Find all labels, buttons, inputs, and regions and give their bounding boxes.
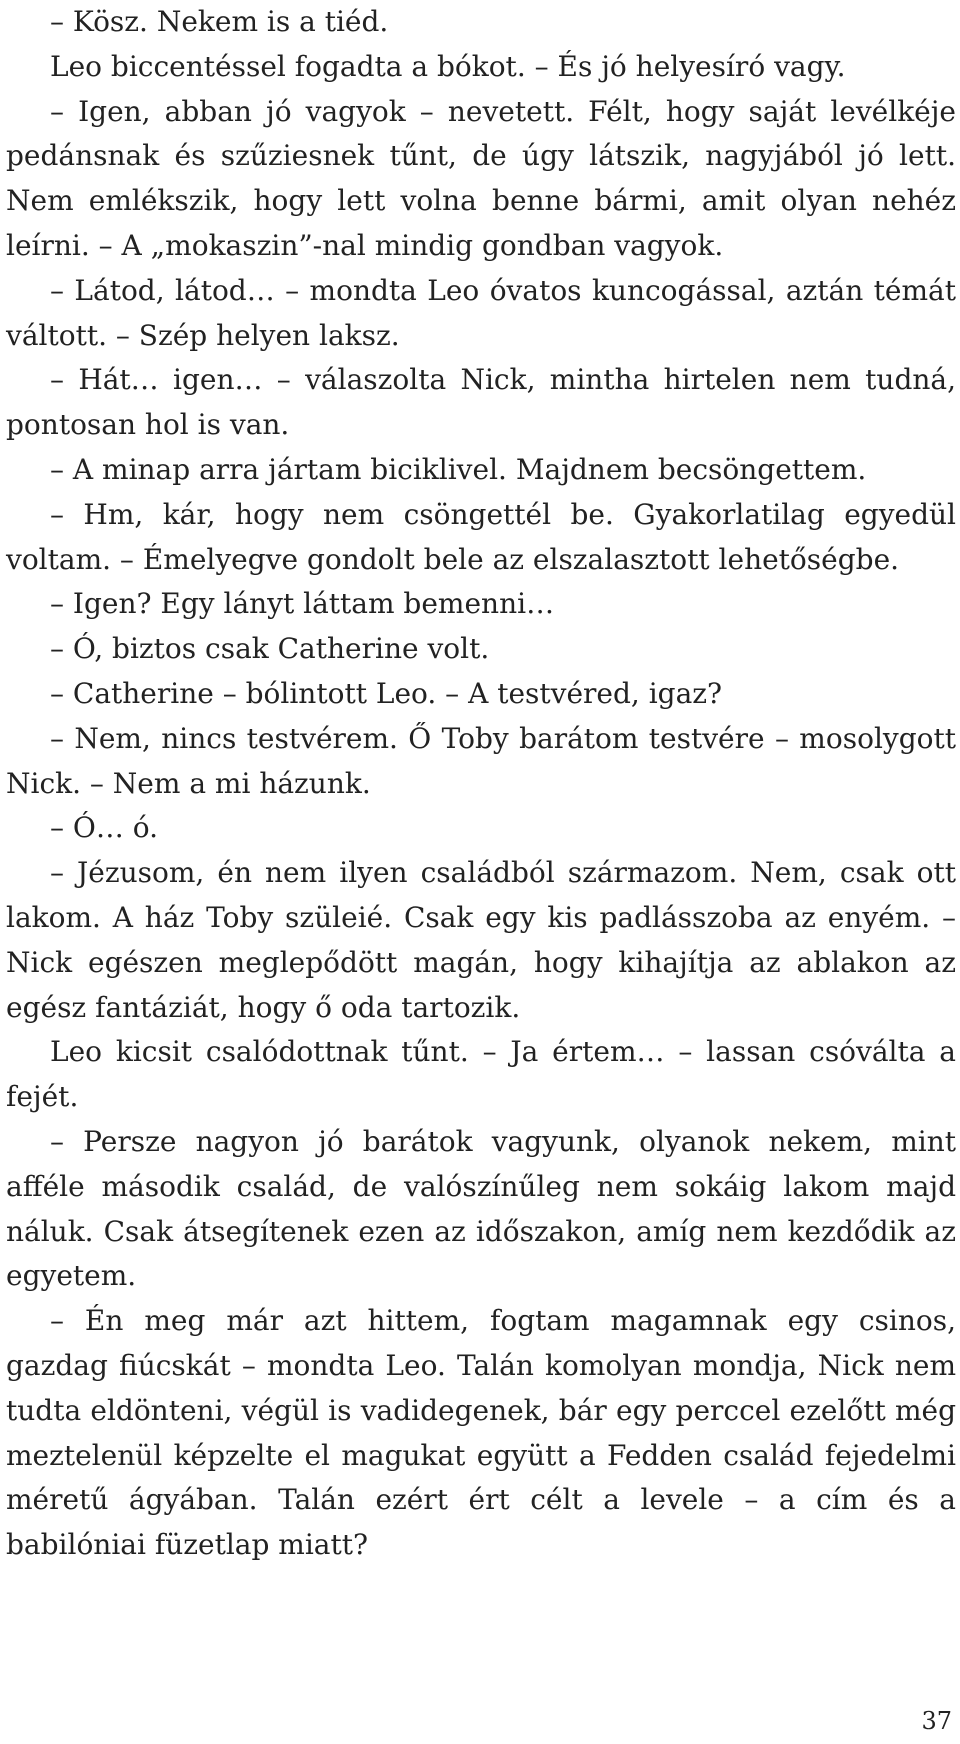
paragraph: – Catherine – bólintott Leo. – A testvéred, igaz? [50,676,723,710]
paragraph: – Kösz. Nekem is a tiéd. [50,5,389,38]
paragraph: Leo biccentéssel fogadta a bókot. – És jó helyesíró vagy. [50,49,846,83]
paragraph: – Igen, abban jó vagyok – nevetett. Félt, hogy saját levélkéje pedánsnak és szűziesnek tűnt, de úgy látszik, nagyjából jó lett. Nem emlékszik, hogy lett volna benne bármi, amit olyan nehéz leírni. – A „mokaszin”-nal mindig gondban vagyok. [6,94,956,262]
paragraph: – Ó, biztos csak Catherine volt. [50,632,490,666]
paragraph: – Jézusom, én nem ilyen családból származom. Nem, csak ott lakom. A ház Toby szüleié. Csak egy kis padlásszoba az enyém. – Nick egészen meglepődött magán, hogy kihajítja az ablakon az egész fantáziát, hogy ő oda tartozik. [6,856,956,1024]
paragraph: – Ó… ó. [50,811,159,845]
paragraph: – Nem, nincs testvérem. Ő Toby barátom testvére – mosolygott Nick. – Nem a mi házunk. [6,721,956,800]
paragraph: – Látod, látod… – mondta Leo óvatos kuncogással, aztán témát váltott. – Szép helyen laksz. [6,273,956,352]
paragraph: – Hm, kár, hogy nem csöngettél be. Gyakorlatilag egyedül voltam. – Émelyegve gondolt bele az elszalasztott lehetőségbe. [6,497,956,576]
paragraph: – Hát… igen… – válaszolta Nick, mintha hirtelen nem tudná, pontosan hol is van. [6,363,956,442]
page-number: 37 [921,1707,952,1735]
paragraph: – Én meg már azt hittem, fogtam magamnak egy csinos, gazdag fiúcskát – mondta Leo. Talán komolyan mondja, Nick nem tudta eldönteni, végül is vadidegenek, bár egy perccel ezelőtt még meztelenül képzelte el magukat együtt a Fedden család fejedelmi méretű ágyában. Talán ezért ért célt a levele – a cím és a babilóniai füzetlap miatt? [6,1304,956,1562]
paragraph: – Igen? Egy lányt láttam bemenni… [50,587,555,621]
paragraph: – A minap arra jártam biciklivel. Majdnem becsöngettem. [50,452,867,486]
paragraph: – Persze nagyon jó barátok vagyunk, olyanok nekem, mint afféle második család, de valószínűleg nem sokáig lakom majd náluk. Csak átsegítenek ezen az időszakon, amíg nem kezdődik az egyetem. [6,1124,956,1293]
book-page-text [6,0,956,1568]
paragraph: Leo kicsit csalódottnak tűnt. – Ja értem… – lassan csóválta a fejét. [6,1035,956,1114]
